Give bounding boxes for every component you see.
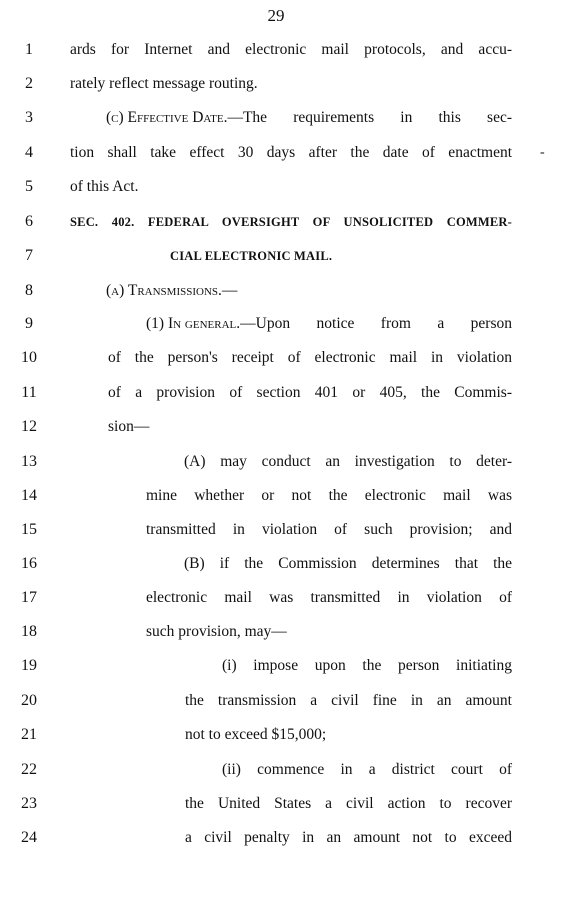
line-number: 2 bbox=[25, 75, 33, 92]
text-line-16 bbox=[0, 552, 576, 576]
text-line-7 bbox=[0, 244, 576, 268]
text-line-15 bbox=[0, 518, 576, 542]
line-number: 12 bbox=[21, 418, 37, 435]
text-line-8 bbox=[0, 279, 576, 303]
line-number: 5 bbox=[25, 178, 33, 195]
line-text: transmitted in violation of such provision; and bbox=[146, 521, 512, 538]
subsection-text: — bbox=[221, 282, 238, 299]
text-line-19 bbox=[0, 654, 576, 678]
line-text: such provision, may— bbox=[146, 623, 287, 640]
line-number: 20 bbox=[21, 692, 37, 709]
text-line-6 bbox=[0, 210, 576, 234]
line-text: (A) may conduct an investigation to deter- bbox=[184, 453, 512, 470]
line-text: of this Act. bbox=[70, 178, 139, 195]
margin-mark: - bbox=[540, 145, 545, 160]
line-text: the United States a civil action to recover bbox=[185, 795, 512, 812]
line-text: of the person's receipt of electronic mail in violation bbox=[108, 349, 512, 366]
subsection-heading: (a) Transmissions. bbox=[106, 282, 222, 299]
line-number: 17 bbox=[21, 589, 37, 606]
line-number: 24 bbox=[21, 829, 37, 846]
line-number: 7 bbox=[25, 247, 33, 264]
line-text: the transmission a civil fine in an amount bbox=[185, 692, 512, 709]
line-number: 10 bbox=[21, 349, 37, 366]
line-text: a civil penalty in an amount not to exceed bbox=[185, 829, 512, 846]
line-number: 13 bbox=[21, 453, 37, 470]
line-number: 9 bbox=[25, 315, 33, 332]
line-number: 8 bbox=[25, 282, 33, 299]
line-text: (ii) commence in a district court of bbox=[222, 761, 512, 778]
line-number: 1 bbox=[25, 41, 33, 58]
text-line-2 bbox=[0, 72, 576, 96]
text-line-1 bbox=[0, 38, 576, 62]
text-line-12 bbox=[0, 415, 576, 439]
text-line-14 bbox=[0, 484, 576, 508]
line-text: (i) impose upon the person initiating bbox=[222, 657, 512, 674]
line-number: 3 bbox=[25, 109, 33, 126]
line-number: 19 bbox=[21, 657, 37, 674]
text-line-3 bbox=[0, 106, 576, 130]
text-line-24 bbox=[0, 826, 576, 850]
line-text: electronic mail was transmitted in violation of bbox=[146, 589, 512, 606]
text-line-5 bbox=[0, 175, 576, 199]
text-line-22 bbox=[0, 758, 576, 782]
page-number: 29 bbox=[267, 6, 285, 25]
line-number: 16 bbox=[21, 555, 37, 572]
line-number: 22 bbox=[21, 761, 37, 778]
line-text bbox=[106, 106, 512, 130]
text-line-11 bbox=[0, 381, 576, 405]
text-line-21 bbox=[0, 723, 576, 747]
text-line-4 bbox=[0, 141, 576, 165]
subsection-heading: (c) Effective Date. bbox=[106, 109, 228, 126]
text-line-23 bbox=[0, 792, 576, 816]
line-text: rately reflect message routing. bbox=[70, 75, 258, 92]
text-line-10 bbox=[0, 346, 576, 370]
line-number: 21 bbox=[21, 726, 37, 743]
line-text bbox=[146, 312, 512, 336]
subsection-text: —The requirements in this sec- bbox=[227, 109, 512, 126]
text-line-9 bbox=[0, 312, 576, 336]
line-number: 23 bbox=[21, 795, 37, 812]
line-text: mine whether or not the electronic mail was bbox=[146, 487, 512, 504]
line-text: (B) if the Commission determines that the bbox=[184, 555, 512, 572]
paragraph-text: —Upon notice from a person bbox=[240, 315, 512, 332]
line-number: 15 bbox=[21, 521, 37, 538]
section-heading-continued: CIAL ELECTRONIC MAIL. bbox=[170, 249, 333, 263]
line-text bbox=[106, 279, 237, 303]
line-number: 4 bbox=[25, 144, 33, 161]
line-number: 14 bbox=[21, 487, 37, 504]
line-text: of a provision of section 401 or 405, the Commis- bbox=[108, 384, 512, 401]
text-line-13 bbox=[0, 450, 576, 474]
line-text: not to exceed $15,000; bbox=[185, 726, 327, 743]
section-heading: SEC. 402. FEDERAL OVERSIGHT OF UNSOLICITED COMMER- bbox=[70, 215, 512, 229]
text-line-17 bbox=[0, 586, 576, 610]
text-line-20 bbox=[0, 689, 576, 713]
paragraph-heading: (1) In general. bbox=[146, 315, 241, 332]
line-number: 11 bbox=[21, 384, 37, 401]
line-text: ards for Internet and electronic mail protocols, and accu- bbox=[70, 41, 512, 58]
line-number: 18 bbox=[21, 623, 37, 640]
line-number: 6 bbox=[25, 213, 33, 230]
line-text: tion shall take effect 30 days after the date of enactment bbox=[70, 144, 512, 161]
text-line-18 bbox=[0, 620, 576, 644]
line-text: sion— bbox=[108, 418, 150, 435]
